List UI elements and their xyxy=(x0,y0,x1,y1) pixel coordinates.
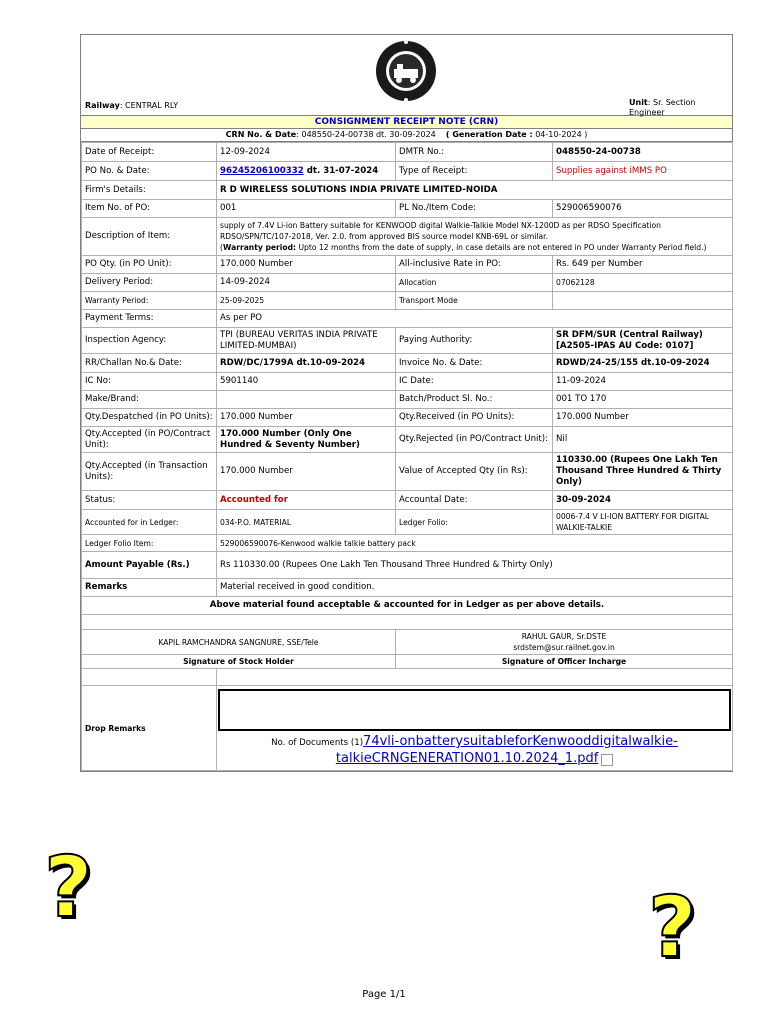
status-label: Status: xyxy=(82,491,217,510)
table-row xyxy=(82,597,733,615)
rr-label: RR/Challan No.& Date: xyxy=(82,354,217,373)
table-row xyxy=(82,143,733,162)
table-row xyxy=(82,491,733,510)
type-value: Supplies against iMMS PO xyxy=(553,162,733,181)
table-row xyxy=(82,630,733,655)
unit-value: : Sr. Section Engineer xyxy=(629,98,696,117)
documents-count: No. of Documents (1) xyxy=(271,738,364,748)
table-row xyxy=(82,310,733,328)
qdesp-value: 170.000 Number xyxy=(217,409,396,427)
transport-label: Transport Mode xyxy=(396,292,553,310)
railway-info xyxy=(85,101,178,110)
crn-line xyxy=(81,129,732,142)
table-row xyxy=(82,615,733,630)
folio-value: 0006-7.4 V LI-ION BATTERY FOR DIGITAL WALKIE-TALKIE xyxy=(553,510,733,535)
qrej-label: Qty.Rejected (in PO/Contract Unit): xyxy=(396,427,553,453)
blank-row xyxy=(82,615,733,630)
dmtr-value: 048550-24-00738 xyxy=(553,143,733,162)
desc-cell xyxy=(217,218,733,256)
document-checkbox[interactable] xyxy=(601,754,613,766)
poqty-value: 170.000 Number xyxy=(217,256,396,274)
table-row xyxy=(82,453,733,491)
delivery-value: 14-09-2024 xyxy=(217,274,396,292)
folioitem-value: 529006590076-Kenwood walkie talkie battery pack xyxy=(217,535,733,552)
officer-caption: Signature of Officer Incharge xyxy=(396,655,733,669)
table-row xyxy=(82,354,733,373)
desc-value: supply of 7.4V Li-ion Battery suitable for KENWOOD digital Walkie-Talkie Model NX-1200D as per RDSO Specification RDSO/SPN/TC/107-2018, Ver. 2.0. from approved BIS source model KNB-69L or similar. xyxy=(220,221,661,241)
table-row xyxy=(82,552,733,579)
table-row xyxy=(82,373,733,391)
value-label: Value of Accepted Qty (in Rs): xyxy=(396,453,553,491)
value-value: 110330.00 (Rupees One Lakh Ten Thousand Three Hundred & Thirty Only) xyxy=(553,453,733,491)
qrej-value: Nil xyxy=(553,427,733,453)
table-row xyxy=(82,686,733,771)
allocation-label: Allocation xyxy=(396,274,553,292)
table-row xyxy=(82,427,733,453)
table-row xyxy=(82,218,733,256)
folio-label: Ledger Folio: xyxy=(396,510,553,535)
crn-value: : 048550-24-00738 dt. 30-09-2024 xyxy=(296,130,436,139)
pl-value: 529006590076 xyxy=(553,200,733,218)
document-header xyxy=(81,35,732,116)
pl-label: PL No./Item Code: xyxy=(396,200,553,218)
icdate-value: 11-09-2024 xyxy=(553,373,733,391)
rate-label: All-inclusive Rate in PO: xyxy=(396,256,553,274)
table-row xyxy=(82,669,733,686)
document-link[interactable]: 74vli-onbatterysuitableforKenwooddigitalwalkie-talkieCRNGENERATION01.10.2024_1.pdf xyxy=(335,734,678,766)
payment-value: As per PO xyxy=(217,310,733,328)
question-mark-right-icon: ? xyxy=(648,878,697,976)
po-label: PO No. & Date: xyxy=(82,162,217,181)
date-receipt-label: Date of Receipt: xyxy=(82,143,217,162)
table-row xyxy=(82,409,733,427)
ic-value: 5901140 xyxy=(217,373,396,391)
accdate-label: Accountal Date: xyxy=(396,491,553,510)
item-label: Item No. of PO: xyxy=(82,200,217,218)
make-label: Make/Brand: xyxy=(82,391,217,409)
amount-value: Rs 110330.00 (Rupees One Lakh Ten Thousand Three Hundred & Thirty Only) xyxy=(217,552,733,579)
po-date: dt. 31-07-2024 xyxy=(303,165,379,176)
drop-remarks-label: Drop Remarks xyxy=(82,686,217,771)
crn-label: CRN No. & Date xyxy=(225,130,297,139)
ledger-value: 034-P.O. MATERIAL xyxy=(217,510,396,535)
ledger-label: Accounted for in Ledger: xyxy=(82,510,217,535)
officer-name: RAHUL GAUR, Sr.DSTE xyxy=(521,632,607,641)
table-row xyxy=(82,391,733,409)
stock-holder-caption: Signature of Stock Holder xyxy=(82,655,396,669)
amount-label: Amount Payable (Rs.) xyxy=(82,552,217,579)
table-row xyxy=(82,655,733,669)
paying-label: Paying Authority: xyxy=(396,328,553,354)
ic-label: IC No: xyxy=(82,373,217,391)
drop-remarks-input[interactable] xyxy=(218,689,731,731)
table-row xyxy=(82,328,733,354)
warranty-label: Warranty period: xyxy=(222,243,297,252)
rr-value: RDW/DC/1799A dt.10-09-2024 xyxy=(217,354,396,373)
railway-label: Railway xyxy=(85,101,120,110)
status-value: Accounted for xyxy=(217,491,396,510)
qacc-label: Qty.Accepted (in PO/Contract Unit): xyxy=(82,427,217,453)
qrec-label: Qty.Received (in PO Units): xyxy=(396,409,553,427)
remarks-value: Material received in good condition. xyxy=(217,579,733,597)
acceptance-statement: Above material found acceptable & accounted for in Ledger as per above details. xyxy=(82,597,733,615)
qrec-value: 170.000 Number xyxy=(553,409,733,427)
invoice-value: RDWD/24-25/155 dt.10-09-2024 xyxy=(553,354,733,373)
officer-cell xyxy=(396,630,733,655)
invoice-label: Invoice No. & Date: xyxy=(396,354,553,373)
qacc-value: 170.000 Number (Only One Hundred & Seventy Number) xyxy=(217,427,396,453)
table-row xyxy=(82,292,733,310)
accdate-value: 30-09-2024 xyxy=(553,491,733,510)
batch-value: 001 TO 170 xyxy=(553,391,733,409)
qacct-value: 170.000 Number xyxy=(217,453,396,491)
generation-value: 04-10-2024 ) xyxy=(535,130,588,139)
table-row xyxy=(82,200,733,218)
desc-label: Description of Item: xyxy=(82,218,217,256)
stock-holder-name: KAPIL RAMCHANDRA SANGNURE, SSE/Tele xyxy=(82,630,396,655)
table-row xyxy=(82,535,733,552)
warranty-prefix: ( xyxy=(220,243,223,252)
qdesp-label: Qty.Despatched (in PO Units): xyxy=(82,409,217,427)
table-row xyxy=(82,510,733,535)
item-value: 001 xyxy=(217,200,396,218)
drop-remarks-cell xyxy=(217,686,733,771)
batch-label: Batch/Product Sl. No.: xyxy=(396,391,553,409)
blank-cell xyxy=(82,669,217,686)
rate-value: Rs. 649 per Number xyxy=(553,256,733,274)
indian-railways-logo-icon xyxy=(374,39,438,103)
question-mark-left-icon: ? xyxy=(44,838,93,936)
remarks-label: Remarks xyxy=(82,579,217,597)
icdate-label: IC Date: xyxy=(396,373,553,391)
type-label: Type of Receipt: xyxy=(396,162,553,181)
date-receipt-value: 12-09-2024 xyxy=(217,143,396,162)
unit-info xyxy=(629,98,724,118)
firm-value: R D WIRELESS SOLUTIONS INDIA PRIVATE LIMITED-NOIDA xyxy=(217,181,733,200)
po-cell xyxy=(217,162,396,181)
folioitem-label: Ledger Folio Item: xyxy=(82,535,217,552)
blank-cell xyxy=(217,669,733,686)
paying-value: SR DFM/SUR (Central Railway) [A2505-IPAS AU Code: 0107] xyxy=(553,328,733,354)
unit-label: Unit xyxy=(629,98,648,107)
dmtr-label: DMTR No.: xyxy=(396,143,553,162)
qacct-label: Qty.Accepted (in Transaction Units): xyxy=(82,453,217,491)
crn-document xyxy=(80,34,733,772)
wperiod-value: 25-09-2025 xyxy=(217,292,396,310)
railway-value: : CENTRAL RLY xyxy=(119,101,179,110)
generation-label: ( Generation Date : xyxy=(445,130,533,139)
payment-label: Payment Terms: xyxy=(82,310,217,328)
wperiod-label: Warranty Period: xyxy=(82,292,217,310)
page-number: Page 1/1 xyxy=(362,989,406,1000)
allocation-value: 07062128 xyxy=(553,274,733,292)
delivery-label: Delivery Period: xyxy=(82,274,217,292)
make-value xyxy=(217,391,396,409)
transport-value xyxy=(553,292,733,310)
document-title: CONSIGNMENT RECEIPT NOTE (CRN) xyxy=(81,116,732,129)
table-row xyxy=(82,181,733,200)
table-row xyxy=(82,256,733,274)
inspection-label: Inspection Agency: xyxy=(82,328,217,354)
inspection-value: TPI (BUREAU VERITAS INDIA PRIVATE LIMITED-MUMBAI) xyxy=(217,328,396,354)
warranty-text: Upto 12 months from the date of supply, in case details are not entered in PO under Warranty Period field.) xyxy=(296,243,707,252)
firm-label: Firm's Details: xyxy=(82,181,217,200)
crn-details-table xyxy=(81,142,733,771)
po-number-link[interactable]: 96245206100332 xyxy=(220,165,304,176)
officer-email: srdstem@sur.railnet.gov.in xyxy=(513,643,615,652)
table-row xyxy=(82,274,733,292)
table-row xyxy=(82,162,733,181)
poqty-label: PO Qty. (in PO Unit): xyxy=(82,256,217,274)
documents-area xyxy=(217,734,732,768)
table-row xyxy=(82,579,733,597)
